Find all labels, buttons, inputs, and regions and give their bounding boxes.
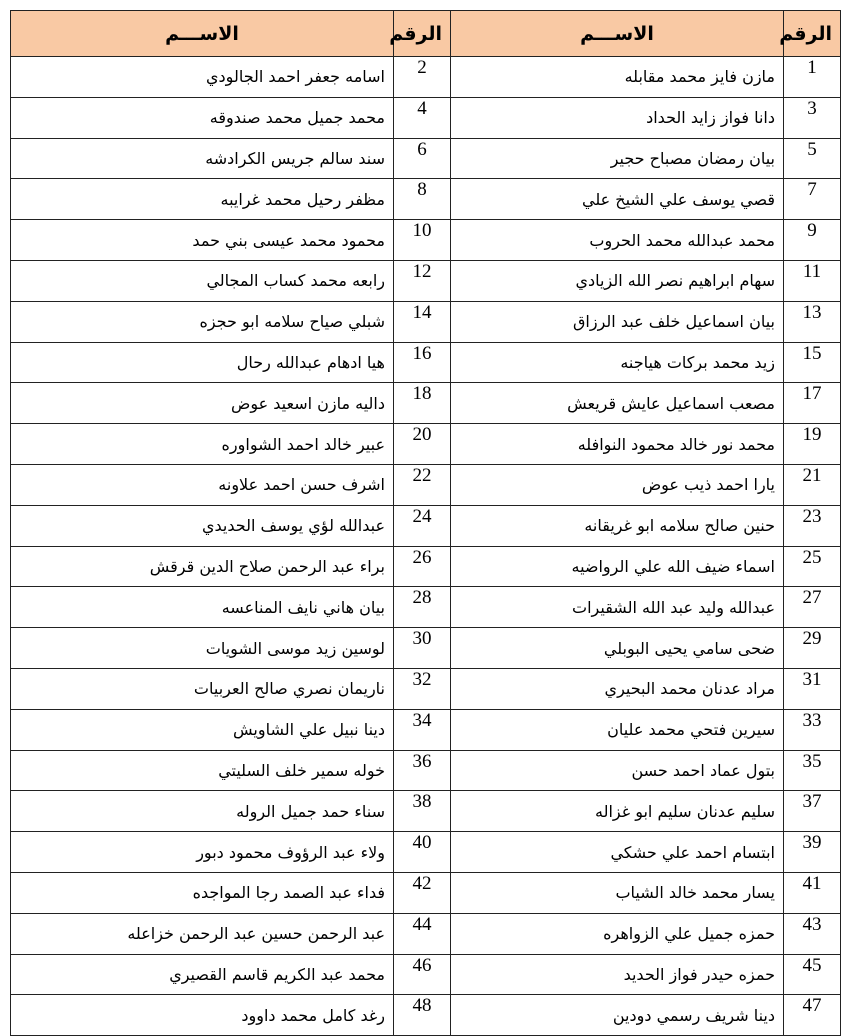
table-row (11, 709, 841, 750)
row-number-left: 8 (394, 179, 451, 220)
row-number-right: 37 (784, 791, 841, 832)
table-row (11, 750, 841, 791)
table-row (11, 138, 841, 179)
row-number-right: 39 (784, 832, 841, 873)
row-name-left: فداء عبد الصمد رجا المواجده (11, 872, 394, 913)
row-name-left: عبير خالد احمد الشواوره (11, 424, 394, 465)
roster-header (11, 11, 841, 57)
row-number-right: 21 (784, 464, 841, 505)
row-number-right: 7 (784, 179, 841, 220)
row-name-right: يسار محمد خالد الشياب (451, 872, 784, 913)
row-number-right: 41 (784, 872, 841, 913)
table-row (11, 546, 841, 587)
table-row (11, 301, 841, 342)
row-number-left: 16 (394, 342, 451, 383)
row-number-left: 36 (394, 750, 451, 791)
row-number-right: 45 (784, 954, 841, 995)
table-row (11, 424, 841, 465)
row-number-right: 3 (784, 97, 841, 138)
row-name-right: محمد نور خالد محمود النوافله (451, 424, 784, 465)
row-name-left: شبلي صياح سلامه ابو حجزه (11, 301, 394, 342)
table-row (11, 260, 841, 301)
row-number-right: 43 (784, 913, 841, 954)
row-number-left: 18 (394, 383, 451, 424)
row-name-right: مصعب اسماعيل عايش قريعش (451, 383, 784, 424)
row-name-right: عبدالله وليد عبد الله الشقيرات (451, 587, 784, 628)
row-number-right: 9 (784, 220, 841, 261)
row-number-left: 44 (394, 913, 451, 954)
table-row (11, 179, 841, 220)
row-name-left: داليه مازن اسعيد عوض (11, 383, 394, 424)
header-number-right: الرقم (784, 11, 841, 57)
row-name-left: بيان هاني نايف المناعسه (11, 587, 394, 628)
row-name-right: قصي يوسف علي الشيخ علي (451, 179, 784, 220)
row-name-right: بيان اسماعيل خلف عبد الرزاق (451, 301, 784, 342)
table-row (11, 791, 841, 832)
row-number-right: 19 (784, 424, 841, 465)
table-row (11, 628, 841, 669)
row-name-right: اسماء ضيف الله علي الرواضيه (451, 546, 784, 587)
row-name-left: اسامه جعفر احمد الجالودي (11, 57, 394, 98)
row-number-right: 47 (784, 995, 841, 1036)
row-number-right: 27 (784, 587, 841, 628)
table-row (11, 97, 841, 138)
table-row (11, 220, 841, 261)
roster-body (11, 57, 841, 1036)
row-name-right: ضحى سامي يحيى البوبلي (451, 628, 784, 669)
table-row (11, 383, 841, 424)
row-number-right: 35 (784, 750, 841, 791)
row-name-left: رابعه محمد كساب المجالي (11, 260, 394, 301)
row-name-right: سهام ابراهيم نصر الله الزيادي (451, 260, 784, 301)
row-number-left: 48 (394, 995, 451, 1036)
row-name-left: سند سالم جريس الكرادشه (11, 138, 394, 179)
row-number-right: 5 (784, 138, 841, 179)
row-name-right: مراد عدنان محمد البحيري (451, 668, 784, 709)
roster-table (10, 10, 841, 1036)
header-number-left: الرقم (394, 11, 451, 57)
table-row (11, 668, 841, 709)
row-name-left: اشرف حسن احمد علاونه (11, 464, 394, 505)
row-number-right: 11 (784, 260, 841, 301)
row-name-left: ناريمان نصري صالح العربيات (11, 668, 394, 709)
row-name-left: دينا نبيل علي الشاويش (11, 709, 394, 750)
row-number-left: 6 (394, 138, 451, 179)
table-row (11, 587, 841, 628)
row-number-left: 12 (394, 260, 451, 301)
header-name-right: الاســـم (451, 11, 784, 57)
row-number-left: 4 (394, 97, 451, 138)
row-number-left: 42 (394, 872, 451, 913)
row-name-left: ولاء عبد الرؤوف محمود دبور (11, 832, 394, 873)
row-name-left: لوسين زيد موسى الشويات (11, 628, 394, 669)
table-row (11, 872, 841, 913)
row-name-left: رغد كامل محمد داوود (11, 995, 394, 1036)
row-number-right: 25 (784, 546, 841, 587)
table-row (11, 505, 841, 546)
row-name-left: محمد عبد الكريم قاسم القصيري (11, 954, 394, 995)
row-name-right: حنين صالح سلامه ابو غريقانه (451, 505, 784, 546)
row-number-left: 24 (394, 505, 451, 546)
row-name-right: محمد عبدالله محمد الحروب (451, 220, 784, 261)
table-row (11, 995, 841, 1036)
row-name-left: محمود محمد عيسى بني حمد (11, 220, 394, 261)
row-name-left: عبدالله لؤي يوسف الحديدي (11, 505, 394, 546)
header-row (11, 11, 841, 57)
row-number-left: 30 (394, 628, 451, 669)
row-number-left: 34 (394, 709, 451, 750)
row-number-right: 29 (784, 628, 841, 669)
row-number-right: 31 (784, 668, 841, 709)
row-number-left: 14 (394, 301, 451, 342)
row-number-right: 15 (784, 342, 841, 383)
row-name-left: عبد الرحمن حسين عبد الرحمن خزاعله (11, 913, 394, 954)
header-name-left: الاســـم (11, 11, 394, 57)
row-number-left: 38 (394, 791, 451, 832)
row-name-left: محمد جميل محمد صندوقه (11, 97, 394, 138)
row-number-left: 32 (394, 668, 451, 709)
row-name-right: سليم عدنان سليم ابو غزاله (451, 791, 784, 832)
row-name-right: حمزه حيدر فواز الحديد (451, 954, 784, 995)
row-name-right: ابتسام احمد علي حشكي (451, 832, 784, 873)
row-name-left: سناء حمد جميل الروله (11, 791, 394, 832)
row-name-right: يارا احمد ذيب عوض (451, 464, 784, 505)
row-number-left: 26 (394, 546, 451, 587)
row-number-left: 46 (394, 954, 451, 995)
row-name-right: حمزه جميل علي الزواهره (451, 913, 784, 954)
row-number-right: 17 (784, 383, 841, 424)
table-row (11, 464, 841, 505)
table-row (11, 832, 841, 873)
table-row (11, 342, 841, 383)
table-row (11, 57, 841, 98)
row-number-right: 23 (784, 505, 841, 546)
row-name-left: مظفر رحيل محمد غرايبه (11, 179, 394, 220)
row-number-right: 33 (784, 709, 841, 750)
row-name-left: براء عبد الرحمن صلاح الدين قرقش (11, 546, 394, 587)
row-number-right: 1 (784, 57, 841, 98)
row-name-left: خوله سمير خلف السليتي (11, 750, 394, 791)
row-number-left: 40 (394, 832, 451, 873)
row-name-right: سيرين فتحي محمد عليان (451, 709, 784, 750)
row-name-right: دانا فواز زايد الحداد (451, 97, 784, 138)
row-name-right: بتول عماد احمد حسن (451, 750, 784, 791)
row-name-right: مازن فايز محمد مقابله (451, 57, 784, 98)
table-row (11, 954, 841, 995)
row-number-left: 10 (394, 220, 451, 261)
row-number-left: 22 (394, 464, 451, 505)
roster-sheet (10, 10, 840, 1036)
row-number-left: 2 (394, 57, 451, 98)
row-name-right: دينا شريف رسمي دودين (451, 995, 784, 1036)
row-name-left: هيا ادهام عبدالله رحال (11, 342, 394, 383)
row-number-right: 13 (784, 301, 841, 342)
row-number-left: 28 (394, 587, 451, 628)
row-name-right: بيان رمضان مصباح حجير (451, 138, 784, 179)
row-number-left: 20 (394, 424, 451, 465)
row-name-right: زيد محمد بركات هياجنه (451, 342, 784, 383)
table-row (11, 913, 841, 954)
